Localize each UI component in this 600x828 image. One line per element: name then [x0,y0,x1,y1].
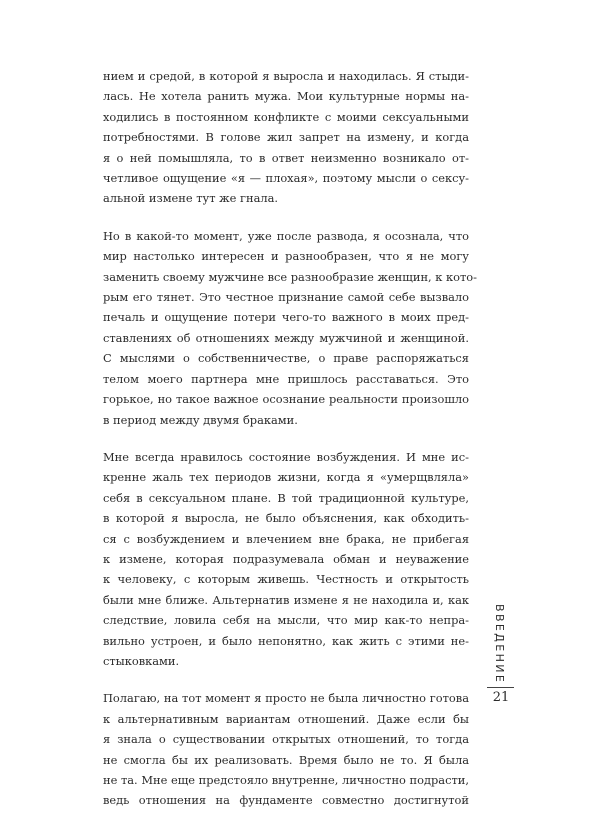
text-line: кренне жаль тех периодов жизни, когда я «умерщвляла» [103,470,469,485]
text-line: не та. Мне еще предстояло внутренне, личностно подрасти, [103,773,469,787]
text-line: следствие, ловила себя на мысли, что мир как-то непра- [103,613,469,628]
text-line: телом моего партнера мне пришлось расставаться. Это [103,371,469,386]
text-line: потребностями. В голове жил запрет на измену, и когда [103,130,469,145]
text-line: заменить своему мужчине все разнообразие женщин, к кото- [103,269,478,284]
text-line: были мне ближе. Альтернатив измене я не находила и, как [103,592,469,607]
text-line: горькое, но такое важное осознание реальности произошло [103,392,469,407]
text-line: С мыслями о собственничестве, о праве распоряжаться [103,351,469,366]
text-line: в которой я выросла, не было объяснения, как обходить- [103,511,469,526]
text-line: ведь отношения на фундаменте совместно достигнутой [103,793,469,808]
text-line: вильно устроен, и было непонятно, как жить с этими не- [103,633,469,648]
text-line: рым его тянет. Это честное признание самой себе вызвало [103,290,469,305]
text-line: печаль и ощущение потери чего-то важного в моих пред- [103,310,469,325]
section-label: ВВЕДЕНИЕ [493,604,506,685]
text-line: к альтернативным вариантам отношений. Даже если бы [103,711,469,726]
text-line: не смогла бы их реализовать. Время было не то. Я была [103,752,469,767]
divider [487,687,514,688]
text-line: ся с возбуждением и влечением вне брака, не прибегая [103,531,469,546]
text-line: Полагаю, на тот момент я просто не была личностно готова [103,691,469,706]
text-line: альной измене тут же гнала. [103,191,279,206]
text-line: себя в сексуальном плане. В той традиционной культуре, [103,490,469,505]
paragraph-3 [103,447,469,671]
text-line: Но в какой-то момент, уже после развода, я осознала, что [103,228,469,243]
text-line: четливое ощущение «я — плохая», поэтому мысли о сексу- [103,171,469,186]
text-line: я о ней помышляла, то в ответ неизменно возникало от- [103,150,469,165]
text-line: в период между двумя браками. [103,412,298,427]
page-number: 21 [492,690,510,705]
text-line: ходились в постоянном конфликте с моими сексуальными [103,109,469,124]
text-line: мир настолько интересен и разнообразен, что я не могу [103,249,469,264]
text-line: стыковками. [103,653,180,668]
text-line: нием и средой, в которой я выросла и находилась. Я стыди- [103,69,469,83]
body-text [103,66,478,828]
paragraph-2 [103,226,478,430]
text-line: Мне всегда нравилось состояние возбуждения. И мне ис- [103,449,469,464]
paragraph-1 [103,66,469,209]
text-line: к измене, которая подразумевала обман и неуважение [103,551,469,566]
text-line: я знала о существовании открытых отношений, то тогда [103,732,469,747]
text-line: к человеку, с которым живешь. Честность и открытость [103,572,469,587]
text-line: ставлениях об отношениях между мужчиной и женщиной. [103,330,469,345]
text-line: лась. Не хотела ранить мужа. Мои культурные нормы на- [103,89,469,104]
